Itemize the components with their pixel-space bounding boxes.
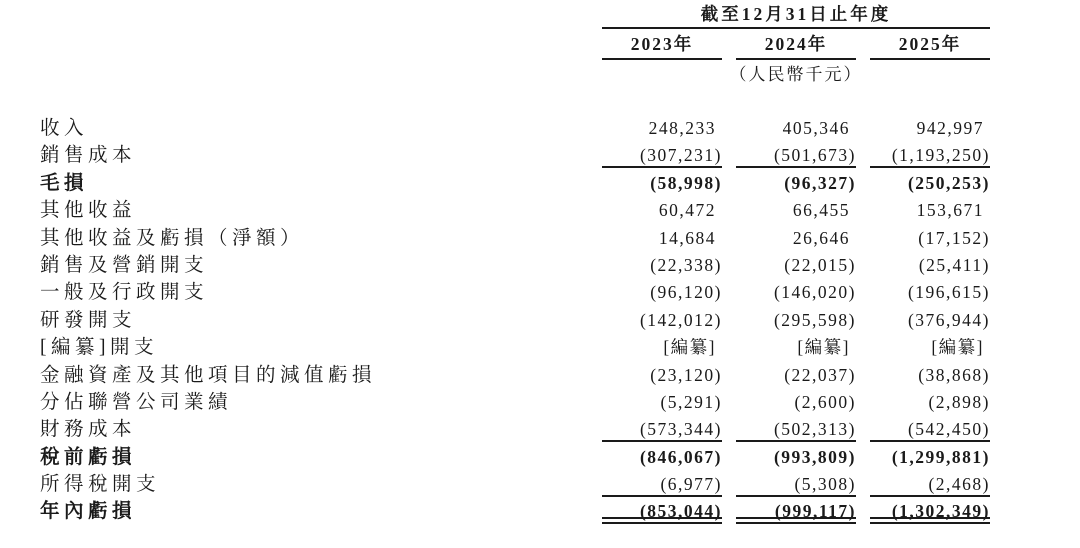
unit-note-row [40, 60, 990, 85]
row-label: 收入 [40, 118, 89, 139]
table-row [40, 418, 990, 445]
currency-unit-note: （人民幣千元） [729, 65, 863, 84]
row-label: 金融資產及其他項目的減值虧損 [40, 364, 377, 386]
table-body [40, 117, 990, 528]
value-cell-2024: (22,037) [784, 364, 856, 385]
table-row [40, 227, 990, 254]
row-label: 其他收益及虧損（淨額） [40, 227, 305, 249]
value-cell-2025: (1,299,881) [891, 446, 990, 467]
value-cell-2024: (993,809) [773, 446, 856, 467]
value-cell-2025: 153,671 [916, 200, 984, 221]
value-cell-2024: 405,346 [782, 118, 850, 138]
value-cell-2023: (23,120) [650, 364, 722, 385]
value-cell-2023: (307,231) [602, 144, 722, 168]
value-cell-2023: (5,291) [660, 391, 722, 412]
value-cell-2023: (22,338) [650, 254, 722, 275]
value-cell-2024: (5,308) [736, 473, 856, 497]
row-label: 財務成本 [40, 419, 137, 441]
value-cell-2025: (2,898) [928, 391, 990, 412]
row-label: [編纂]開支 [40, 337, 158, 359]
value-cell-2024: (22,015) [784, 254, 856, 275]
period-header-row [40, 4, 990, 29]
value-cell-2024: [編纂] [797, 337, 850, 358]
column-header-2024: 2024年 [736, 29, 856, 60]
value-cell-2024: (502,313) [736, 418, 856, 442]
row-label: 銷售及營銷開支 [40, 254, 209, 276]
row-label: 分佔聯營公司業績 [40, 391, 233, 413]
row-label: 銷售成本 [40, 145, 137, 167]
value-cell-2025: (1,302,349) [870, 500, 990, 524]
value-cell-2023: 14,684 [658, 227, 716, 248]
table-row [40, 391, 990, 418]
column-header-2025: 2025年 [870, 29, 990, 60]
value-cell-2023: (96,120) [650, 282, 722, 303]
table-row [40, 500, 990, 527]
row-label: 毛損 [40, 172, 89, 194]
value-cell-2025: (38,868) [918, 364, 990, 385]
value-cell-2023: 248,233 [648, 118, 716, 138]
value-cell-2023: (58,998) [650, 172, 722, 193]
value-cell-2023: (142,012) [639, 309, 722, 330]
value-cell-2024: 26,646 [792, 227, 850, 248]
table-row [40, 336, 990, 363]
table-row [40, 172, 990, 199]
value-cell-2023: 60,472 [658, 200, 716, 221]
value-cell-2025: (250,253) [907, 172, 990, 193]
value-cell-2023: [編纂] [663, 337, 716, 358]
table-row [40, 364, 990, 391]
value-cell-2023: (853,044) [602, 500, 722, 524]
value-cell-2023: (846,067) [639, 446, 722, 467]
value-cell-2025: [編纂] [931, 337, 984, 358]
period-header: 截至12月31日止年度 [602, 4, 990, 29]
value-cell-2023: (573,344) [602, 418, 722, 442]
table-row [40, 254, 990, 281]
value-cell-2024: (96,327) [784, 172, 856, 193]
value-cell-2025: (196,615) [907, 282, 990, 303]
row-label: 稅前虧損 [40, 446, 137, 468]
value-cell-2024: 66,455 [792, 200, 850, 221]
value-cell-2024: (999,117) [736, 500, 856, 524]
value-cell-2025: (1,193,250) [870, 144, 990, 168]
value-cell-2025: (25,411) [918, 254, 990, 275]
column-header-2023: 2023年 [602, 29, 722, 60]
row-label: 研發開支 [40, 309, 137, 331]
table-row [40, 117, 990, 144]
value-cell-2025: (2,468) [870, 473, 990, 497]
year-header-row [40, 29, 990, 60]
value-cell-2023: (6,977) [602, 473, 722, 497]
income-statement-table [40, 4, 990, 528]
row-label: 其他收益 [40, 200, 137, 222]
value-cell-2024: (2,600) [794, 391, 856, 412]
row-label: 所得稅開支 [40, 474, 161, 496]
value-cell-2024: (501,673) [736, 144, 856, 168]
table-row [40, 199, 990, 226]
table-row [40, 309, 990, 336]
value-cell-2025: 942,997 [916, 118, 984, 138]
row-label: 年內虧損 [40, 501, 137, 523]
table-row [40, 281, 990, 308]
table-row [40, 446, 990, 473]
value-cell-2024: (146,020) [773, 282, 856, 303]
value-cell-2024: (295,598) [773, 309, 856, 330]
value-cell-2025: (17,152) [918, 227, 990, 248]
value-cell-2025: (542,450) [870, 418, 990, 442]
table-row [40, 473, 990, 500]
table-row [40, 144, 990, 171]
header-body-gap [40, 85, 990, 117]
value-cell-2025: (376,944) [907, 309, 990, 330]
row-label: 一般及行政開支 [40, 282, 209, 304]
